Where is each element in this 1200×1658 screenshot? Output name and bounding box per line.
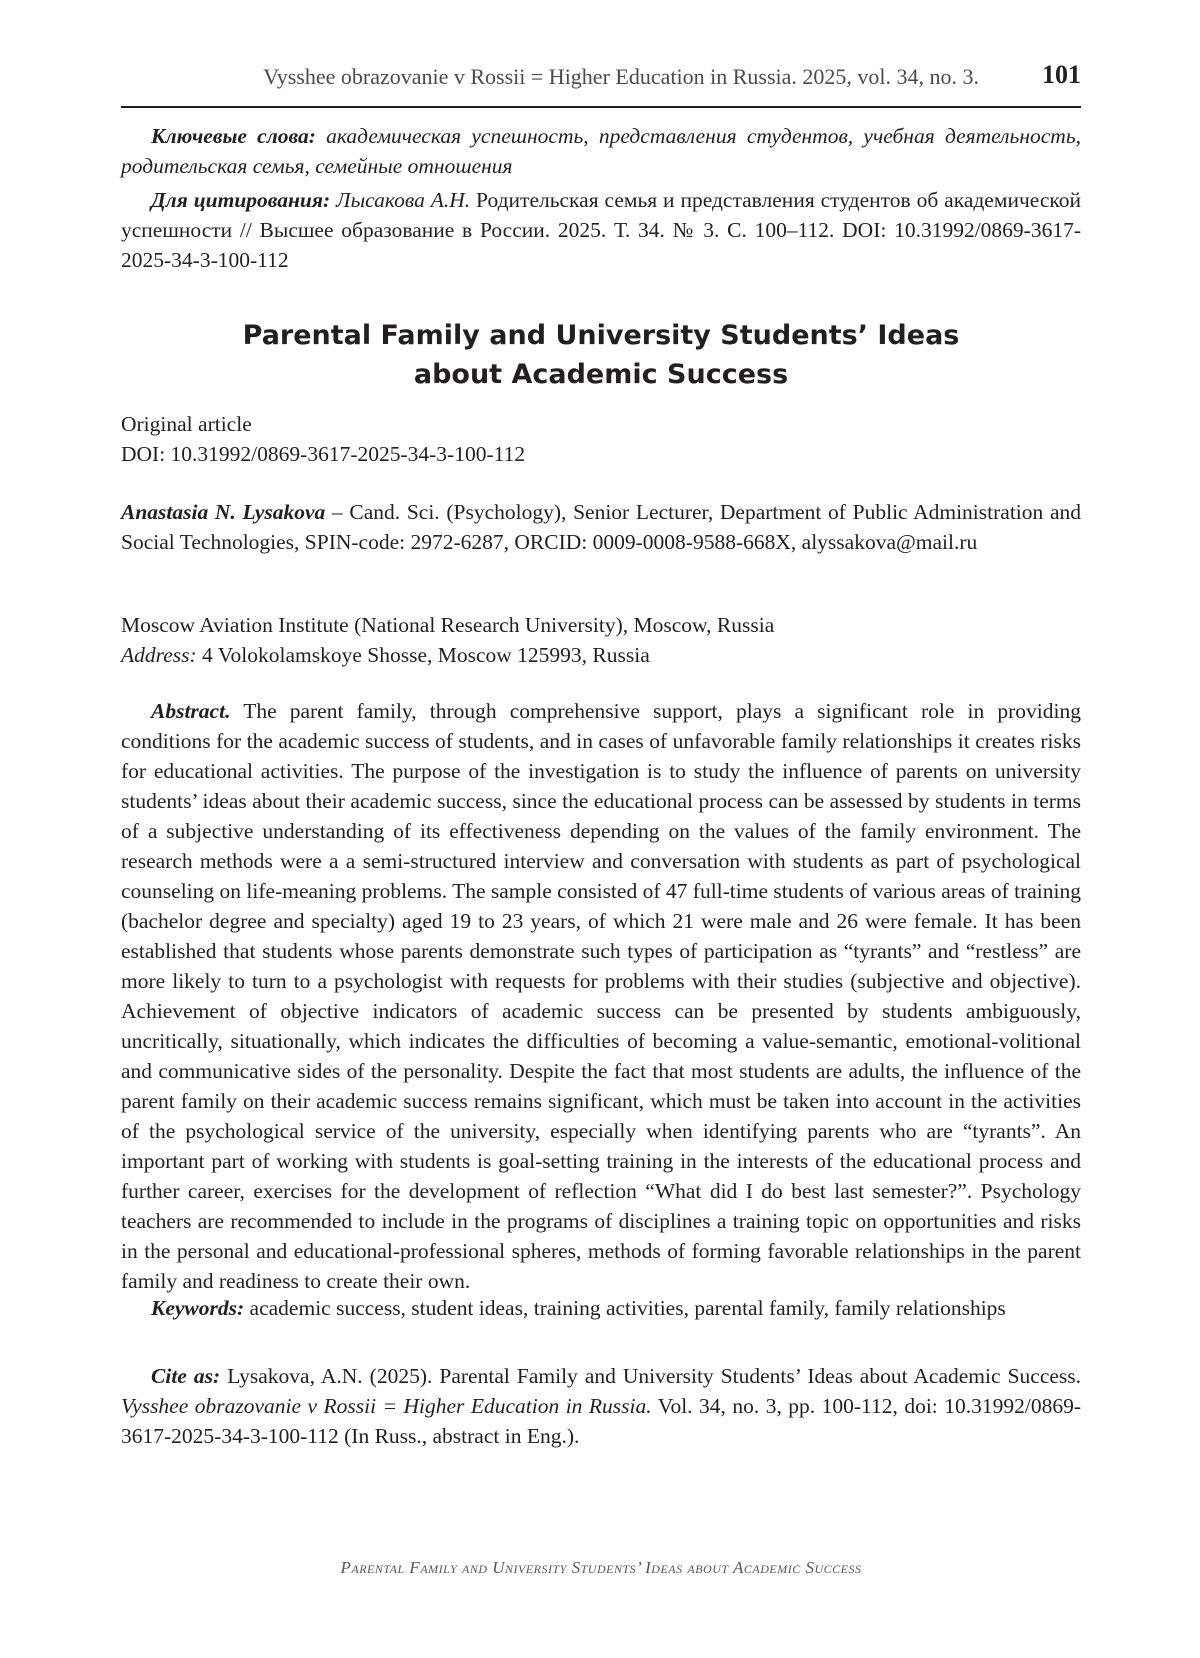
citation-text-1: Lysakova, A.N. (2025). Parental Family and University Students’ Ideas about Academic Success. xyxy=(227,1364,1082,1388)
institution: Moscow Aviation Institute (National Research University), Moscow, Russia xyxy=(121,613,775,637)
address-line xyxy=(121,640,1081,670)
article-type: Original article xyxy=(121,412,252,436)
citation-text-2: Vol. 34, no. 3, pp. 100-112, doi: 10.31992/0869-3617-2025-34-3-100-112 (In Russ., abstract in Eng.). xyxy=(121,1394,1081,1448)
russian-keywords xyxy=(121,121,1081,181)
article-title-line-2: about Academic Success xyxy=(413,359,789,390)
page-number: 101 xyxy=(1042,60,1081,89)
article-info xyxy=(121,409,1081,469)
article-title xyxy=(121,316,1081,394)
russian-citation xyxy=(121,185,1081,275)
abstract-label: Abstract. xyxy=(151,699,231,723)
citation-label: Cite as: xyxy=(151,1364,221,1388)
author-name: Anastasia N. Lysakova xyxy=(121,500,326,524)
article-doi: DOI: 10.31992/0869-3617-2025-34-3-100-112 xyxy=(121,442,526,466)
keywords xyxy=(121,1293,1081,1323)
russian-citation-author: Лысакова А.Н. xyxy=(336,188,471,212)
citation xyxy=(121,1361,1081,1451)
russian-keywords-label: Ключевые слова: xyxy=(151,124,316,148)
citation-journal: Vysshee obrazovanie v Rossii = Higher Education in Russia. xyxy=(121,1394,652,1418)
author-details: – Cand. Sci. (Psychology), Senior Lecturer, Department of Public Administration and Social Technologies, SPIN-code: 2972-6287, ORCID: 0009-0008-9588-668X, alyssakova@mail.ru xyxy=(121,500,1081,554)
running-head xyxy=(121,62,1081,108)
address-label: Address: xyxy=(121,643,197,667)
keywords-label: Keywords: xyxy=(151,1296,245,1320)
author-info xyxy=(121,497,1081,557)
article-title-line-1: Parental Family and University Students’ Ideas xyxy=(242,320,960,351)
journal-reference: Vysshee obrazovanie v Rossii = Higher Education in Russia. 2025, vol. 34, no. 3. xyxy=(263,64,979,89)
russian-citation-label: Для цитирования: xyxy=(151,188,331,212)
abstract-text: The parent family, through comprehensive support, plays a significant role in providing conditions for the academic success of students, and in cases of unfavorable family relationships it creates risks for educational activities. The purpose of the investigation is to study the influence of parents on university students’ ideas about their academic success, since the educational process can be assessed by students in terms of a subjective understanding of its effectiveness depending on the values of the family environment. The research methods were a a semi-structured interview and conversation with students as part of psychological counseling on life-meaning problems. The sample consisted of 47 full-time students of various areas of training (bachelor degree and specialty) aged 19 to 23 years, of which 21 were male and 26 were female. It has been established that students whose parents demonstrate such types of participation as “tyrants” and “restless” are more likely to turn to a psychologist with requests for problems with their studies (subjective and objective). Achievement of objective indicators of academic success can be presented by students ambiguously, uncritically, situationally, which indicates the difficulties of becoming a value-semantic, emotional-volitional and communicative sides of the personality. Despite the fact that most students are adults, the influence of the parent family on their academic success remains significant, which must be taken into account in the activities of the psychological service of the university, especially when identifying parents who are “tyrants”. An important part of working with students is goal-setting training in the interests of the educational process and further career, exercises for the development of reflection “What did I do best last semester?”. Psychology teachers are recommended to include in the programs of disciplines a training topic on opportunities and risks in the personal and educational-professional spheres, methods of forming favorable relationships in the parent family and readiness to create their own. xyxy=(121,699,1081,1293)
address-text: 4 Volokolamskoye Shosse, Moscow 125993, Russia xyxy=(202,643,650,667)
russian-keywords-text: академическая успешность, представления студентов, учебная деятельность, родительская семья, семейные отношения xyxy=(121,124,1081,178)
affiliation xyxy=(121,610,1081,670)
abstract xyxy=(121,696,1081,1296)
russian-citation-text: Родительская семья и представления студентов об академической успешности // Высшее образование в России. 2025. Т. 34. № 3. С. 100–112. DOI: 10.31992/0869-3617-2025-34-3-100-112 xyxy=(121,188,1081,272)
journal-page xyxy=(121,0,1081,1658)
running-footer: Parental Family and University Students’ Ideas about Academic Success xyxy=(340,1558,862,1577)
keywords-text: academic success, student ideas, training activities, parental family, family relationships xyxy=(249,1296,1006,1320)
